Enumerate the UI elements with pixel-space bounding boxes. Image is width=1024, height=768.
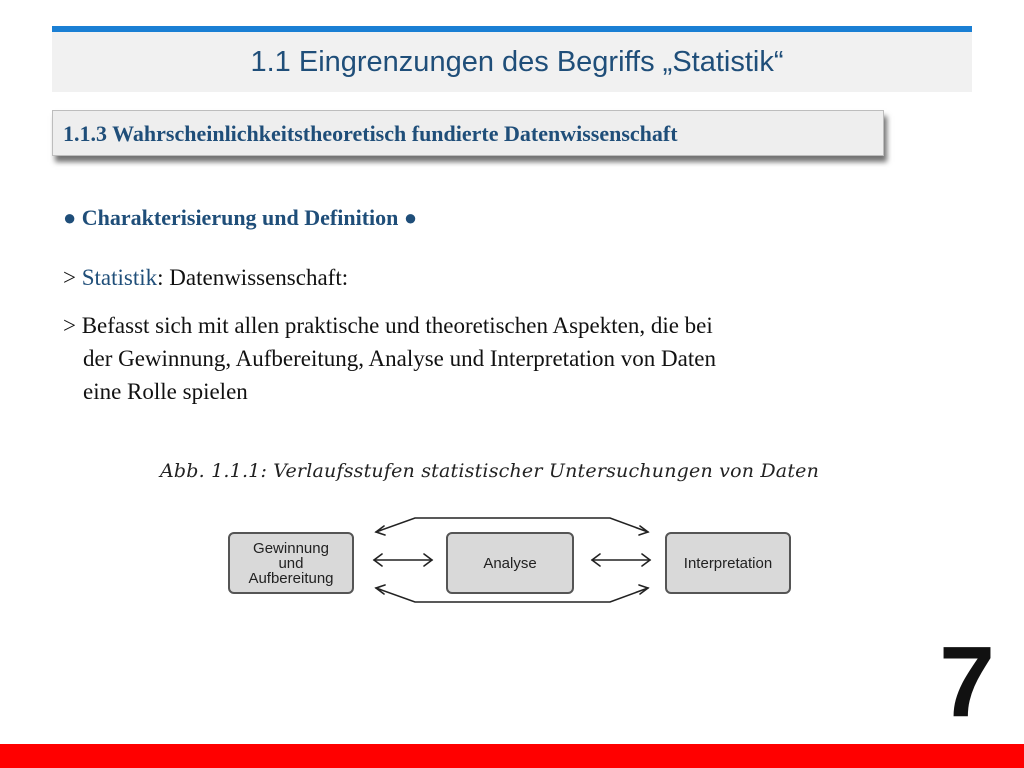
title-bar (52, 26, 972, 92)
definition-line (63, 265, 348, 291)
node-gewinnung: Gewinnung und Aufbereitung (228, 532, 354, 594)
definition-prefix: > (63, 265, 82, 290)
definition-rest: : Datenwissenschaft: (157, 265, 349, 290)
page-number: 7 (939, 626, 995, 738)
top-long-arrow (376, 518, 648, 532)
slide-subtitle: 1.1.3 Wahrscheinlichkeitstheoretisch fundierte Datenwissenschaft (63, 121, 678, 146)
subtitle-box (52, 110, 884, 156)
description-line-2: der Gewinnung, Aufbereitung, Analyse und Interpretation von Daten (83, 346, 716, 371)
footer-bar (0, 744, 1024, 768)
definition-keyword: Statistik (81, 265, 158, 290)
section-heading: ● Charakterisierung und Definition ● (63, 205, 418, 230)
node-analyse: Analyse (446, 532, 574, 594)
description-line-3: eine Rolle spielen (83, 379, 248, 404)
description-line-1: > Befasst sich mit allen praktische und theoretischen Aspekten, die bei (63, 313, 713, 338)
process-diagram (210, 505, 810, 615)
figure-caption: Abb. 1.1.1: Verlaufsstufen statistischer Untersuchungen von Daten (160, 460, 820, 482)
node-interpretation: Interpretation (665, 532, 791, 594)
slide-title: 1.1 Eingrenzungen des Begriffs „Statistik“ (250, 46, 784, 78)
